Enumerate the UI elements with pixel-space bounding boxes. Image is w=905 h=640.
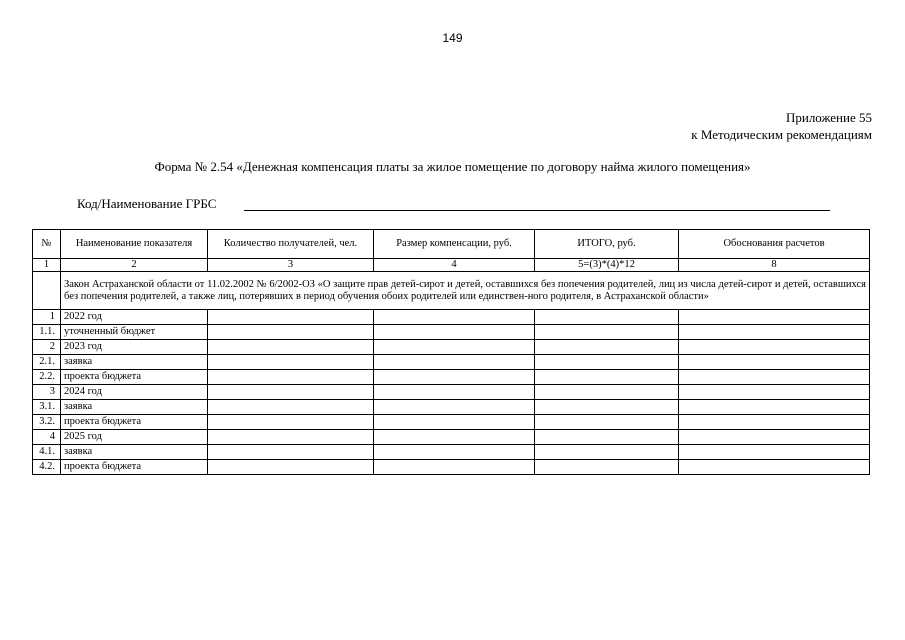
compensation-cell [374, 415, 535, 430]
row-number: 3.2. [33, 415, 61, 430]
row-label: проекта бюджета [61, 415, 208, 430]
row-label: заявка [61, 355, 208, 370]
column-index: 4 [374, 259, 535, 272]
justification-cell [679, 340, 870, 355]
table-row [33, 460, 870, 475]
total-cell [535, 325, 679, 340]
recipients-cell [208, 430, 374, 445]
row-number: 4.2. [33, 460, 61, 475]
compensation-cell [374, 445, 535, 460]
row-number: 2 [33, 340, 61, 355]
row-number: 2.2. [33, 370, 61, 385]
table-row [33, 325, 870, 340]
justification-cell [679, 325, 870, 340]
justification-cell [679, 355, 870, 370]
total-cell [535, 400, 679, 415]
grbs-label: Код/Наименование ГРБС [77, 196, 217, 211]
law-number-cell [33, 272, 61, 310]
recipients-cell [208, 460, 374, 475]
recipients-cell [208, 355, 374, 370]
column-index: 1 [33, 259, 61, 272]
row-number: 3 [33, 385, 61, 400]
header-compensation: Размер компенсации, руб. [374, 230, 535, 259]
total-cell [535, 460, 679, 475]
column-index: 3 [208, 259, 374, 272]
justification-cell [679, 385, 870, 400]
row-label: проекта бюджета [61, 370, 208, 385]
law-description: Закон Астраханской области от 11.02.2002 № 6/2002-ОЗ «О защите прав детей-сирот и детей, оставшихся без попечения родителей, лиц из числа детей-сирот и детей, оставшихся без попечения родителей, а также лиц, потерявших в период обучения обоих родителей или единствен-ного родителя, в Астраханской области» [61, 272, 870, 310]
compensation-cell [374, 355, 535, 370]
column-index: 8 [679, 259, 870, 272]
table-row [33, 370, 870, 385]
justification-cell [679, 370, 870, 385]
compensation-cell [374, 325, 535, 340]
total-cell [535, 310, 679, 325]
form-title: Форма № 2.54 «Денежная компенсация платы за жилое помещение по договору найма жилого помещения» [154, 159, 751, 174]
year-label: 2023 год [61, 340, 208, 355]
total-cell [535, 385, 679, 400]
justification-cell [679, 430, 870, 445]
row-number: 1.1. [33, 325, 61, 340]
total-cell [535, 355, 679, 370]
header-number: № [33, 230, 61, 259]
table-row [33, 310, 870, 325]
row-number: 4 [33, 430, 61, 445]
table-row [33, 340, 870, 355]
year-label: 2022 год [61, 310, 208, 325]
row-number: 4.1. [33, 445, 61, 460]
column-index: 5=(3)*(4)*12 [535, 259, 679, 272]
appendix-line-2: к Методическим рекомендациям [691, 127, 872, 142]
total-cell [535, 415, 679, 430]
recipients-cell [208, 325, 374, 340]
recipients-cell [208, 340, 374, 355]
table-row [33, 415, 870, 430]
page-number: 149 [442, 31, 463, 45]
justification-cell [679, 445, 870, 460]
row-label: проекта бюджета [61, 460, 208, 475]
table-row [33, 430, 870, 445]
table-row [33, 355, 870, 370]
justification-cell [679, 400, 870, 415]
recipients-cell [208, 310, 374, 325]
law-row [33, 272, 870, 310]
recipients-cell [208, 400, 374, 415]
column-index-row [33, 259, 870, 272]
total-cell [535, 445, 679, 460]
compensation-cell [374, 430, 535, 445]
recipients-cell [208, 385, 374, 400]
total-cell [535, 370, 679, 385]
compensation-cell [374, 400, 535, 415]
row-label: уточненный бюджет [61, 325, 208, 340]
row-number: 2.1. [33, 355, 61, 370]
compensation-cell [374, 460, 535, 475]
row-number: 3.1. [33, 400, 61, 415]
appendix-note [691, 109, 872, 143]
compensation-cell [374, 310, 535, 325]
compensation-cell [374, 340, 535, 355]
justification-cell [679, 415, 870, 430]
row-number: 1 [33, 310, 61, 325]
header-total: ИТОГО, руб. [535, 230, 679, 259]
recipients-cell [208, 445, 374, 460]
table-header-row [33, 230, 870, 259]
table-row [33, 400, 870, 415]
year-label: 2025 год [61, 430, 208, 445]
row-label: заявка [61, 400, 208, 415]
header-indicator: Наименование показателя [61, 230, 208, 259]
recipients-cell [208, 415, 374, 430]
compensation-cell [374, 370, 535, 385]
table-row [33, 385, 870, 400]
table-row [33, 445, 870, 460]
appendix-line-1: Приложение 55 [785, 110, 872, 125]
justification-cell [679, 310, 870, 325]
total-cell [535, 430, 679, 445]
justification-cell [679, 460, 870, 475]
row-label: заявка [61, 445, 208, 460]
column-index: 2 [61, 259, 208, 272]
compensation-table [32, 229, 870, 475]
total-cell [535, 340, 679, 355]
year-label: 2024 год [61, 385, 208, 400]
grbs-input-line [244, 210, 830, 211]
header-justification: Обоснования расчетов [679, 230, 870, 259]
compensation-cell [374, 385, 535, 400]
header-recipients: Количество получателей, чел. [208, 230, 374, 259]
recipients-cell [208, 370, 374, 385]
